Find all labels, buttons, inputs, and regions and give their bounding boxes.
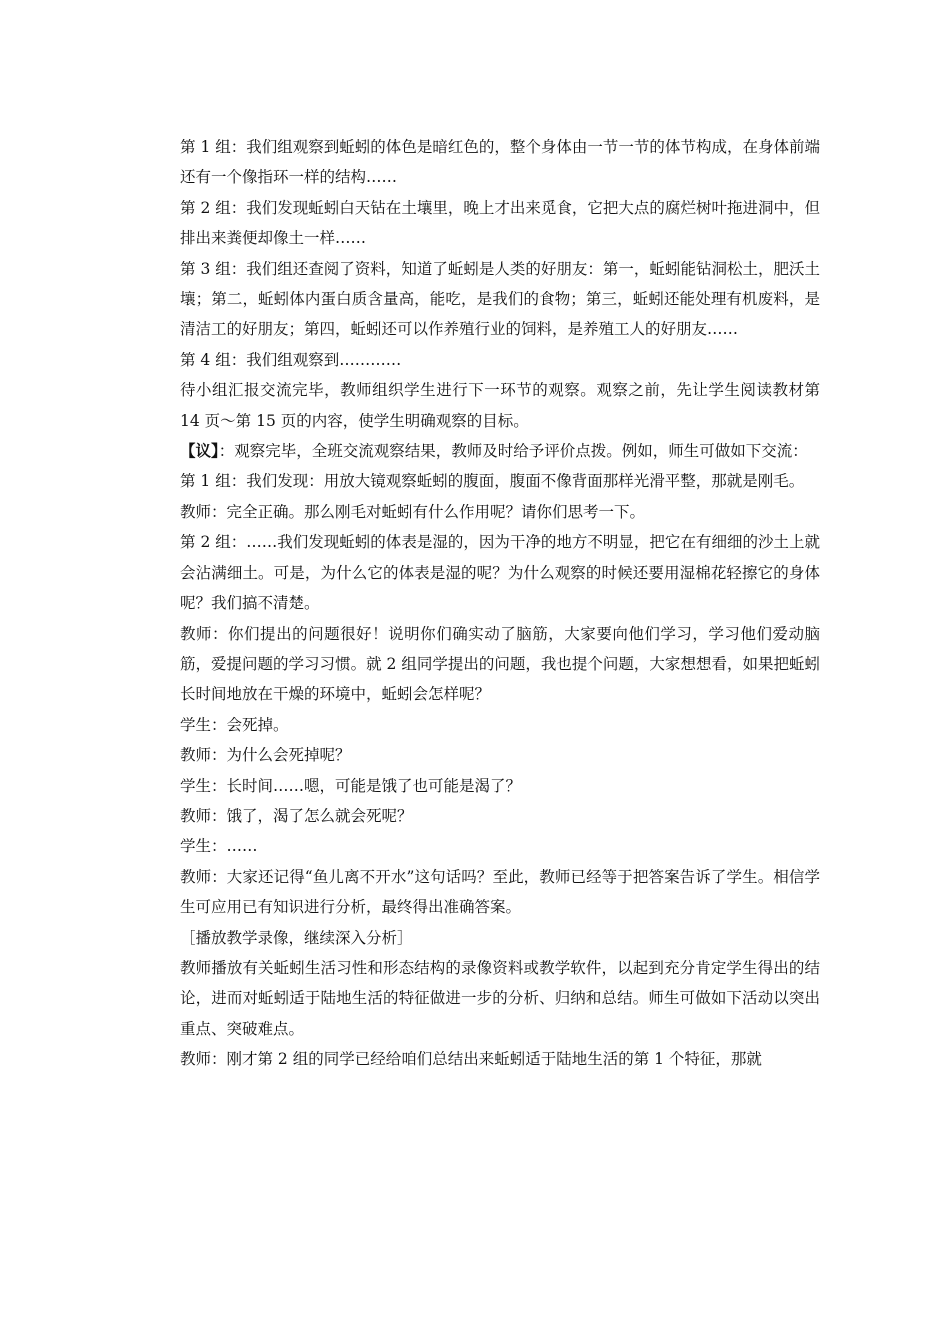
paragraph-teacher-why: 教师：为什么会死掉呢？ xyxy=(180,746,351,765)
paragraph-group-2-report: 第 2 组：我们发现蚯蚓白天钻在土壤里，晚上才出来觅食，它把大点的腐烂树叶拖进洞中，但排出来粪便却像土一样…… xyxy=(180,198,820,248)
document-body xyxy=(180,132,820,1075)
paragraph-teacher-bristle-question: 教师：完全正确。那么刚毛对蚯蚓有什么作用呢？请你们思考一下。 xyxy=(180,502,646,521)
paragraph-teacher-hint: 教师：大家还记得“鱼儿离不开水”这句话吗？至此，教师已经等于把答案告诉了学生。相信学生可应用已有知识进行分析，最终得出准确答案。 xyxy=(180,867,820,917)
paragraph-teacher-summary: 教师：刚才第 2 组的同学已经给咱们总结出来蚯蚓适于陆地生活的第 1 个特征，那就 xyxy=(180,1050,762,1069)
paragraph-group-4-report: 第 4 组：我们组观察到………… xyxy=(180,350,402,369)
paragraph-student-answer-3: 学生：…… xyxy=(180,837,258,856)
paragraph-teacher-followup: 教师：饿了，渴了怎么就会死呢？ xyxy=(180,806,413,825)
paragraph-teacher-organize: 待小组汇报交流完毕，教师组织学生进行下一环节的观察。观察之前，先让学生阅读教材第 14 页～第 15 页的内容，使学生明确观察的目标。 xyxy=(180,381,820,430)
paragraph-group-3-report: 第 3 组：我们组还查阅了资料，知道了蚯蚓是人类的好朋友：第一，蚯蚓能钻洞松土，肥沃土壤；第二，蚯蚓体内蛋白质含量高，能吃，是我们的食物；第三，蚯蚓还能处理有机废料，是清洁工的好朋友；第四，蚯蚓还可以作养殖行业的饲料，是养殖工人的好朋友…… xyxy=(180,259,820,339)
paragraph-student-answer-2: 学生：长时间……嗯，可能是饿了也可能是渴了？ xyxy=(180,776,522,795)
paragraph-discussion xyxy=(180,436,820,466)
paragraph-teacher-praise: 教师：你们提出的问题很好！说明你们确实动了脑筋，大家要向他们学习，学习他们爱动脑筋，爱提问题的学习习惯。就 2 组同学提出的问题，我也提个问题，大家想想看，如果把蚯蚓长时间地放在干燥的环境中，蚯蚓会怎样呢？ xyxy=(180,624,820,704)
discussion-text: ：观察完毕，全班交流观察结果，教师及时给予评价点拨。例如，师生可做如下交流： xyxy=(218,442,808,461)
paragraph-group-1-report: 第 1 组：我们组观察到蚯蚓的体色是暗红色的，整个身体由一节一节的体节构成，在身体前端还有一个像指环一样的结构…… xyxy=(180,138,820,187)
paragraph-group-1-discussion: 第 1 组：我们发现：用放大镜观察蚯蚓的腹面，腹面不像背面那样光滑平整，那就是刚毛。 xyxy=(180,472,805,491)
paragraph-video-analysis: 教师播放有关蚯蚓生活习性和形态结构的录像资料或教学软件，以起到充分肯定学生得出的结论，进而对蚯蚓适于陆地生活的特征做进一步的分析、归纳和总结。师生可做如下活动以突出重点、突破难点。 xyxy=(180,958,820,1038)
paragraph-student-answer-1: 学生：会死掉。 xyxy=(180,715,289,734)
paragraph-group-2-discussion: 第 2 组：……我们发现蚯蚓的体表是湿的，因为干净的地方不明显，把它在有细细的沙土上就会沾满细土。可是，为什么它的体表是湿的呢？为什么观察的时候还要用湿棉花轻擦它的身体呢？我们搞不清楚。 xyxy=(180,533,820,613)
discussion-label: 【议】 xyxy=(180,441,219,461)
paragraph-section-heading: ［播放教学录像，继续深入分析］ xyxy=(180,928,413,947)
